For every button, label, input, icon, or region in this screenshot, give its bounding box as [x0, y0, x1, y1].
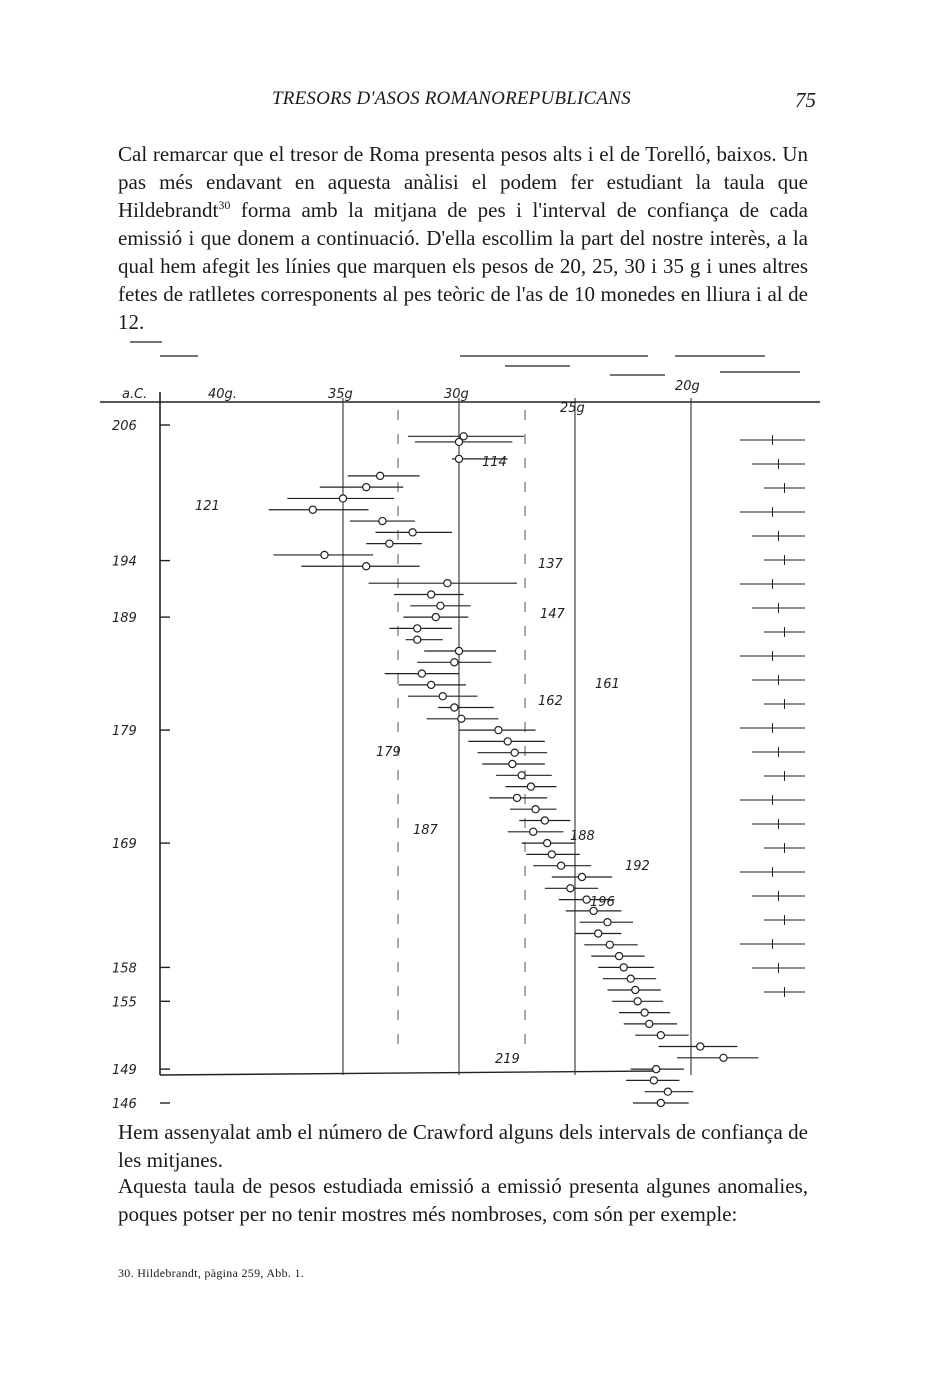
interval-mean-57	[664, 1088, 671, 1095]
interval-mean-21	[428, 681, 435, 688]
interval-mean-23	[451, 704, 458, 711]
y-tick-label-158: 158	[112, 961, 137, 977]
interval-mean-37	[557, 862, 564, 869]
crawford-label-161: 161	[595, 677, 620, 692]
interval-mean-50	[641, 1009, 648, 1016]
interval-mean-5	[339, 495, 346, 502]
interval-mean-52	[657, 1032, 664, 1039]
interval-mean-27	[511, 749, 518, 756]
interval-mean-16	[414, 625, 421, 632]
weight-chart-svg	[100, 340, 820, 1112]
interval-mean-34	[530, 828, 537, 835]
interval-mean-7	[379, 517, 386, 524]
running-head	[0, 88, 925, 118]
interval-mean-15	[432, 614, 439, 621]
crawford-label-219: 219	[495, 1052, 520, 1067]
interval-mean-43	[595, 930, 602, 937]
interval-mean-20	[418, 670, 425, 677]
x-tick-label-1: 40g.	[208, 387, 237, 402]
interval-mean-53	[697, 1043, 704, 1050]
interval-mean-4	[363, 484, 370, 491]
y-tick-label-146: 146	[112, 1097, 137, 1112]
running-title: TRESORS D'ASOS ROMANOREPUBLICANS	[272, 88, 631, 109]
crawford-label-137: 137	[538, 557, 563, 572]
crawford-label-162: 162	[538, 694, 563, 709]
interval-mean-1	[455, 438, 462, 445]
interval-mean-51	[646, 1020, 653, 1027]
interval-mean-49	[634, 998, 641, 1005]
interval-mean-14	[437, 602, 444, 609]
crawford-label-188: 188	[570, 829, 595, 844]
interval-mean-32	[532, 806, 539, 813]
interval-mean-45	[615, 953, 622, 960]
interval-mean-28	[509, 760, 516, 767]
interval-mean-46	[620, 964, 627, 971]
crawford-label-187: 187	[413, 823, 438, 838]
crawford-label-147: 147	[540, 607, 565, 622]
interval-mean-25	[495, 727, 502, 734]
paragraph-3: Aquesta taula de pesos estudiada emissió a emissió presenta algunes anomalies, poques potser per no tenir mostres més nombroses, com són per exemple:	[118, 1174, 808, 1226]
interval-mean-42	[604, 919, 611, 926]
interval-mean-54	[720, 1054, 727, 1061]
interval-mean-18	[455, 647, 462, 654]
interval-mean-55	[653, 1066, 660, 1073]
x-tick-label-3: 30g	[444, 387, 469, 402]
crawford-label-179: 179	[376, 745, 401, 760]
x-tick-label-5: 20g	[675, 379, 700, 394]
interval-mean-24	[458, 715, 465, 722]
y-tick-label-169: 169	[112, 837, 137, 853]
interval-mean-2	[455, 455, 462, 462]
x-tick-label-2: 35g	[328, 387, 353, 402]
crawford-label-192: 192	[625, 859, 650, 874]
interval-mean-12	[444, 580, 451, 587]
interval-mean-48	[632, 986, 639, 993]
page-number: 75	[795, 88, 816, 112]
crawford-label-196: 196	[590, 895, 615, 910]
interval-mean-33	[541, 817, 548, 824]
x-tick-label-4: 25g	[560, 401, 585, 416]
interval-mean-58	[657, 1099, 664, 1106]
interval-mean-17	[414, 636, 421, 643]
y-tick-label-206: 206	[112, 419, 137, 434]
interval-mean-38	[578, 873, 585, 880]
y-tick-label-179: 179	[112, 724, 137, 740]
crawford-label-114: 114	[482, 455, 507, 470]
y-tick-label-149: 149	[112, 1063, 137, 1079]
interval-mean-56	[650, 1077, 657, 1084]
interval-mean-11	[363, 563, 370, 570]
interval-mean-9	[386, 540, 393, 547]
interval-mean-19	[451, 659, 458, 666]
paragraph-1-text-rest: forma amb la mitjana de pes i l'interval de confiança de cada emissió i que donem a continuació. D'ella escollim la part del nostre interès, a la qual hem afegit les línies que marquen els pesos de 20, 25, 30 i 35 g i unes altres fetes de ratlletes corresponents al pes teòric de l'as de 10 monedes en lliura i al de 12.	[118, 198, 808, 334]
y-tick-label-194: 194	[112, 554, 137, 570]
interval-mean-39	[567, 885, 574, 892]
paragraph-1	[118, 140, 808, 336]
interval-mean-26	[504, 738, 511, 745]
crawford-label-121: 121	[195, 499, 220, 514]
paragraph-1-text: Cal remarcar que el tresor de Roma presenta pesos alts i el de Torelló, baixos. Un pas més endavant en aquesta anàlisi el podem fer estudiant la taula que Hildebrandt	[118, 142, 808, 222]
paragraph-2: Hem assenyalat amb el número de Crawford alguns dels intervals de confiança de les mitjanes.	[118, 1120, 808, 1172]
interval-mean-13	[428, 591, 435, 598]
footnote: 30. Hildebrandt, pàgina 259, Abb. 1.	[118, 1266, 305, 1280]
interval-mean-3	[377, 472, 384, 479]
x-tick-label-0: a.C.	[122, 387, 148, 402]
y-tick-label-155: 155	[112, 995, 137, 1011]
interval-mean-44	[606, 941, 613, 948]
chart-bottom-axis-line	[160, 1071, 660, 1075]
interval-mean-31	[513, 794, 520, 801]
interval-mean-10	[321, 551, 328, 558]
interval-mean-47	[627, 975, 634, 982]
interval-mean-6	[309, 506, 316, 513]
y-tick-label-189: 189	[112, 611, 137, 627]
interval-mean-29	[518, 772, 525, 779]
interval-mean-35	[544, 840, 551, 847]
weight-chart	[100, 340, 820, 1112]
interval-mean-8	[409, 529, 416, 536]
footnote-reference[interactable]: 30	[218, 198, 231, 212]
interval-mean-36	[548, 851, 555, 858]
interval-mean-22	[439, 693, 446, 700]
interval-mean-30	[527, 783, 534, 790]
